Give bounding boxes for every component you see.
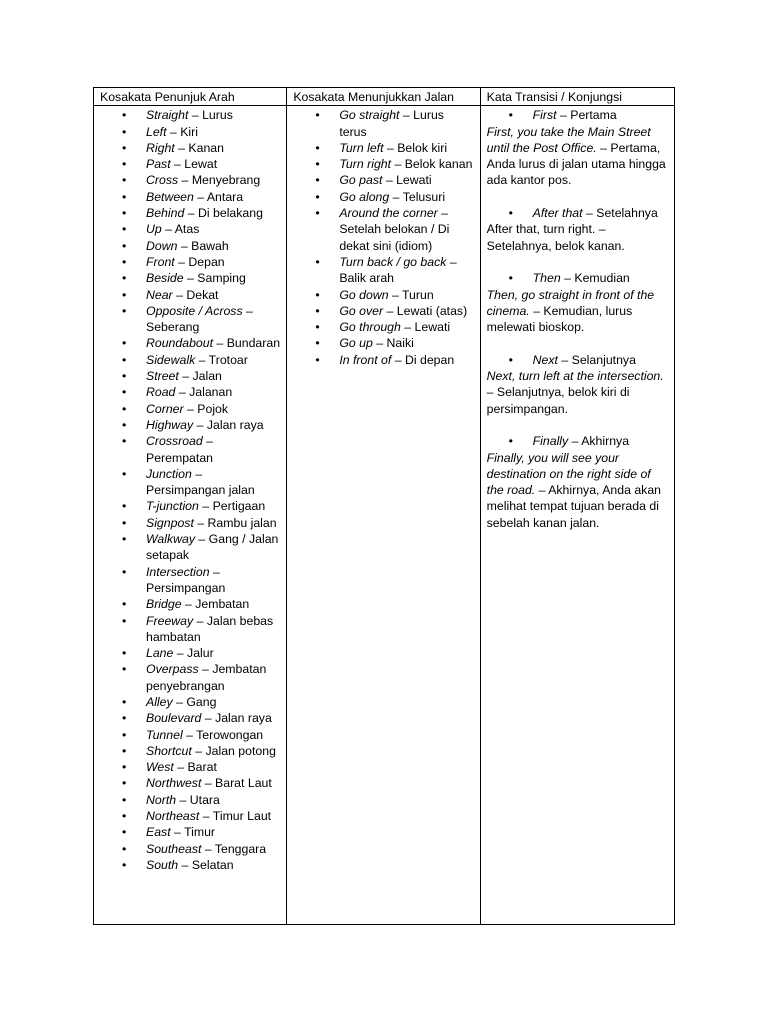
indonesian-term: Jalan bebas hambatan [146,613,274,644]
vocab-item: • Southeast – Tenggara [100,841,280,857]
vocab-item: • South – Selatan [100,857,280,873]
vocab-item: • Near – Dekat [100,287,280,303]
vocab-item: • Turn right – Belok kanan [293,156,473,172]
indonesian-term: Kemudian [574,271,630,286]
vocab-item: • Bridge – Jembatan [100,596,280,612]
indonesian-term: Menyebrang [191,173,261,188]
transition-block [487,270,668,335]
english-term: Northwest [146,776,202,791]
english-term: Next [532,352,558,367]
vocab-item: • Northeast – Timur Laut [100,808,280,824]
indonesian-term: Naiki [386,336,414,351]
english-term: Right [146,140,175,155]
vocab-item: • Freeway – Jalan bebas hambatan [100,613,280,646]
english-term: In front of [339,352,392,367]
vocab-item: • Corner – Pojok [100,401,280,417]
english-term: Go over [339,303,384,318]
english-term: Down [146,238,178,253]
vocab-item: • Overpass – Jembatan penyebrangan [100,661,280,694]
transition-term: • After that – Setelahnya [487,205,668,221]
example-sentence [487,221,668,254]
example-sentence [487,450,668,531]
indonesian-term: Lewati (atas) [396,303,468,318]
transition-term: • Next – Selanjutnya [487,352,668,368]
vocab-item: • Junction – Persimpangan jalan [100,466,280,499]
indonesian-term: Turun [402,287,434,302]
vocab-item: • T-junction – Pertigaan [100,498,280,514]
indonesian-term: Lurus [202,108,233,123]
vocab-item: • Signpost – Rambu jalan [100,515,280,531]
vocab-item: • Beside – Samping [100,270,280,286]
indonesian-term: Di belakang [197,206,263,221]
vocab-item: • Left – Kiri [100,124,280,140]
indonesian-term: Timur [184,825,216,840]
english-term: Go down [339,287,389,302]
giving-directions-cell [287,106,480,925]
english-term: Lane [146,646,174,661]
english-term: Roundabout [146,336,214,351]
indonesian-term: Jalanan [189,385,233,400]
example-english: Then, go straight in front of the cinema. [486,287,655,318]
indonesian-term: Persimpangan jalan [146,483,255,498]
vocabulary-table [93,87,675,925]
english-term: Northeast [146,809,200,824]
english-term: Around the corner [339,206,438,221]
indonesian-term: Jembatan [195,597,250,612]
direction-vocab-list [100,107,280,873]
vocab-item: • Road – Jalanan [100,384,280,400]
indonesian-term: Perempatan [146,450,213,465]
content-row [94,106,675,925]
indonesian-term: Rambu jalan [207,515,277,530]
english-term: Turn back / go back [339,254,447,269]
indonesian-term: Akhirnya [581,434,630,449]
example-sentence [487,287,668,336]
indonesian-term: Depan [188,254,225,269]
header-menunjukkan-jalan: Kosakata Menunjukkan Jalan [287,88,480,106]
indonesian-term: Jalan [192,369,222,384]
english-term: Freeway [146,613,194,628]
vocab-item: • Go straight – Lurus terus [293,107,473,140]
english-term: Bridge [146,597,182,612]
indonesian-term: Timur Laut [212,809,272,824]
indonesian-term: Setelahnya [596,206,658,221]
english-term: Overpass [146,662,199,677]
english-term: Up [146,222,162,237]
english-term: North [146,792,177,807]
english-term: West [146,760,174,775]
example-indonesian: – Setelahnya, belok kanan. [486,222,625,253]
english-term: Highway [146,417,194,432]
indonesian-term: Dekat [186,287,219,302]
header-row [94,88,675,106]
vocab-item: • Opposite / Across – Seberang [100,303,280,336]
indonesian-term: Tenggara [214,841,267,856]
example-sentence [487,124,668,189]
example-indonesian: – Akhirnya, Anda akan melihat tempat tujuan berada di sebelah kanan jalan. [486,483,661,530]
english-term: Go straight [339,108,400,123]
vocab-item: • Tunnel – Terowongan [100,727,280,743]
transition-block [487,107,668,188]
example-english: Finally, you will see your destination on the right side of the road. [486,450,651,498]
indonesian-term: Utara [189,792,220,807]
vocab-item: • North – Utara [100,792,280,808]
english-term: Shortcut [146,743,192,758]
vocab-item: • Cross – Menyebrang [100,172,280,188]
transition-term: • Finally – Akhirnya [487,433,668,449]
transition-block [487,433,668,531]
example-english: After that, turn right. [486,222,596,237]
example-english: Next, turn left at the intersection. [486,369,664,384]
english-term: Straight [146,108,189,123]
english-term: Go up [339,336,373,351]
english-term: Alley [146,694,173,709]
indonesian-term: Atas [174,222,200,237]
indonesian-term: Jalan raya [215,711,272,726]
indonesian-term: Persimpangan [146,580,226,595]
indonesian-term: Setelah belokan / Di dekat sini (idiom) [339,222,450,253]
vocab-item: • Go up – Naiki [293,335,473,351]
vocab-item: • Walkway – Gang / Jalan setapak [100,531,280,564]
vocab-item: • Turn back / go back – Balik arah [293,254,473,287]
vocab-item: • Right – Kanan [100,140,280,156]
vocab-item: • Go through – Lewati [293,319,473,335]
english-term: Between [146,189,194,204]
vocab-item: • Go past – Lewati [293,172,473,188]
giving-directions-list [293,107,473,368]
indonesian-term: Telusuri [402,189,446,204]
vocab-item: • Between – Antara [100,189,280,205]
english-term: Intersection [146,564,210,579]
vocab-item: • Roundabout – Bundaran [100,335,280,351]
english-term: Opposite / Across [146,303,243,318]
indonesian-term: Pojok [197,401,229,416]
english-term: Turn right [339,157,392,172]
english-term: T-junction [146,499,199,514]
indonesian-term: Lewat [184,157,218,172]
vocab-item: • Front – Depan [100,254,280,270]
vocab-item: • East – Timur [100,824,280,840]
vocab-item: • In front of – Di depan [293,352,473,368]
example-english: First, you take the Main Street until the Post Office. [486,124,651,155]
indonesian-term: Gang / Jalan setapak [146,532,279,563]
example-indonesian: – Kemudian, lurus melewati bioskop. [486,303,633,335]
english-term: Behind [146,206,185,221]
english-term: Front [146,254,175,269]
indonesian-term: Di depan [404,352,455,367]
vocab-item: • Lane – Jalur [100,645,280,661]
english-term: Crossroad [146,434,203,449]
vocab-item: • Up – Atas [100,221,280,237]
indonesian-term: Lewati [396,173,432,188]
indonesian-term: Pertigaan [212,499,266,514]
indonesian-term: Belok kiri [397,140,448,155]
vocab-item: • Go down – Turun [293,287,473,303]
indonesian-term: Balik arah [339,271,395,286]
transition-block [487,205,668,254]
english-term: Street [146,369,179,384]
vocab-item: • Shortcut – Jalan potong [100,743,280,759]
vocab-item: • Street – Jalan [100,368,280,384]
indonesian-term: Terowongan [196,727,264,742]
indonesian-term: Bawah [191,238,229,253]
vocab-item: • Crossroad – Perempatan [100,433,280,466]
indonesian-term: Kanan [188,140,224,155]
english-term: Junction [146,466,192,481]
indonesian-term: Samping [197,271,246,286]
indonesian-term: Barat Laut [215,776,272,791]
indonesian-term: Jalan potong [205,743,276,758]
english-term: Tunnel [146,727,183,742]
indonesian-term: Barat [187,760,217,775]
vocab-item: • Past – Lewat [100,156,280,172]
english-term: Sidewalk [146,352,196,367]
vocab-item: • Northwest – Barat Laut [100,775,280,791]
indonesian-term: Bundaran [226,336,281,351]
indonesian-term: Jalan raya [206,417,264,432]
english-term: First [532,108,557,123]
vocab-item: • Straight – Lurus [100,107,280,123]
english-term: Go past [339,173,383,188]
header-penunjuk-arah: Kosakata Penunjuk Arah [94,88,287,106]
english-term: Road [146,385,176,400]
english-term: After that [532,206,583,221]
english-term: Go through [339,320,401,335]
vocab-item: • Go along – Telusuri [293,189,473,205]
indonesian-term: Seberang [146,320,200,335]
english-term: Finally [532,434,569,449]
vocab-item: • Boulevard – Jalan raya [100,710,280,726]
indonesian-term: Trotoar [208,352,248,367]
indonesian-term: Lewati [414,320,451,335]
english-term: Boulevard [146,711,202,726]
header-kata-transisi: Kata Transisi / Konjungsi [480,88,674,106]
english-term: Beside [146,271,184,286]
vocab-item: • Go over – Lewati (atas) [293,303,473,319]
indonesian-term: Kiri [180,124,198,139]
english-term: Southeast [146,841,202,856]
english-term: Signpost [146,515,194,530]
vocab-item: • Down – Bawah [100,238,280,254]
transition-term: • First – Pertama [487,107,668,123]
indonesian-term: Belok kanan [404,157,473,172]
vocab-item: • West – Barat [100,759,280,775]
english-term: Go along [339,189,390,204]
vocab-item: • Turn left – Belok kiri [293,140,473,156]
example-sentence [487,368,668,417]
english-term: Turn left [339,140,384,155]
vocab-item: • Highway – Jalan raya [100,417,280,433]
vocab-item: • Behind – Di belakang [100,205,280,221]
example-indonesian: – Pertama, Anda lurus di jalan utama hingga ada kantor pos. [486,140,666,188]
vocab-item: • Sidewalk – Trotoar [100,352,280,368]
english-term: Cross [146,173,179,188]
english-term: Left [146,124,167,139]
english-term: Corner [146,401,184,416]
indonesian-term: Lurus terus [339,108,444,139]
indonesian-term: Antara [206,189,244,204]
transition-cell [480,106,674,925]
english-term: Past [146,157,171,172]
indonesian-term: Selanjutnya [571,352,636,367]
indonesian-term: Jembatan penyebrangan [146,662,267,693]
indonesian-term: Jalur [187,646,214,661]
english-term: Then [532,271,561,286]
english-term: South [146,857,179,872]
transition-term: • Then – Kemudian [487,270,668,286]
vocab-item: • Around the corner – Setelah belokan / Di dekat sini (idiom) [293,205,473,254]
indonesian-term: Gang [186,694,217,709]
transition-block [487,352,668,417]
english-term: Walkway [146,532,195,547]
english-term: Near [146,287,173,302]
indonesian-term: Pertama [570,108,617,123]
vocab-item: • Intersection – Persimpangan [100,564,280,597]
example-indonesian: – Selanjutnya, belok kiri di persimpangan. [486,385,630,416]
english-term: East [146,825,171,840]
vocab-item: • Alley – Gang [100,694,280,710]
direction-vocab-cell [94,106,287,925]
indonesian-term: Selatan [191,857,234,872]
